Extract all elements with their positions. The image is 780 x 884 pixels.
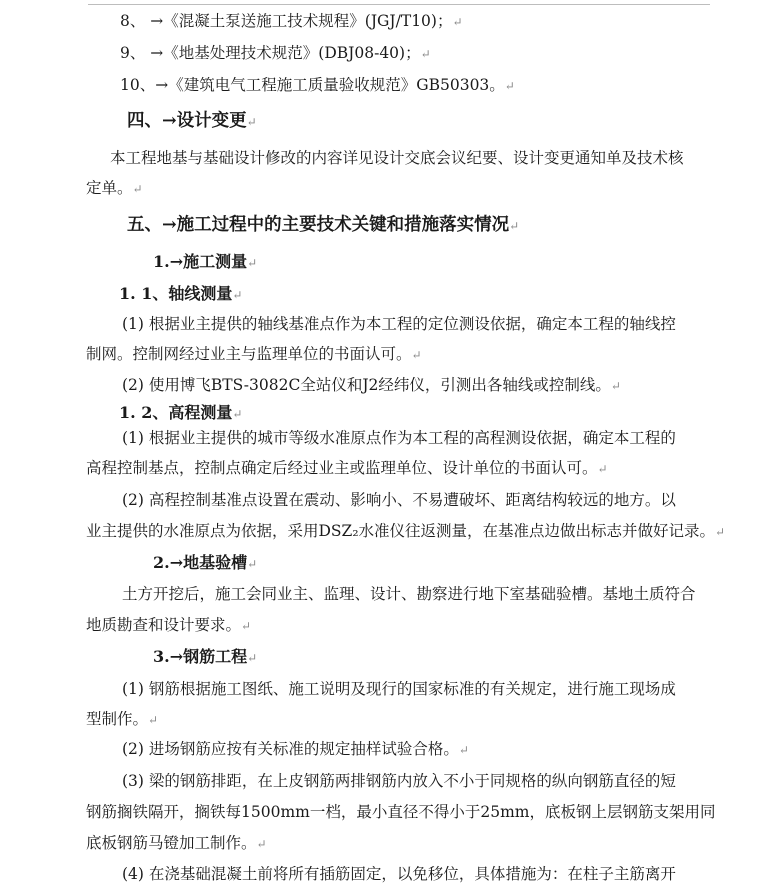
paragraph-line: 定单。↵ (86, 179, 143, 197)
paragraph-line: 钢筋搁铁隔开，搁铁每1500mm一档，最小直径不得小于25mm，底板钢上层钢筋支架用同 (86, 803, 716, 821)
paragraph-line: (4) 在浇基础混凝土前将所有插筋固定，以免移位，具体措施为：在柱子主筋离开 (122, 865, 676, 883)
paragraph-line: (1) 根据业主提供的轴线基准点作为本工程的定位测设依据，确定本工程的轴线控 (122, 315, 676, 333)
paragraph-line: 地质勘查和设计要求。↵ (86, 616, 252, 634)
paragraph-line: 高程控制基点，控制点确定后经过业主或监理单位、设计单位的书面认可。↵ (86, 459, 608, 477)
paragraph-line: 型制作。↵ (86, 710, 159, 728)
section-heading: 五、→施工过程中的主要技术关键和措施落实情况↵ (127, 215, 520, 235)
paragraph-line: 业主提供的水准原点为依据，采用DSZ₂水准仪往返测量，在基准点边做出标志并做好记录。↵ (86, 522, 726, 540)
list-item: 8、 →《混凝土泵送施工技术规程》(JGJ/T10)；↵ (120, 12, 463, 30)
page-top-border (88, 4, 710, 5)
subsection-heading: 2.→地基验槽↵ (153, 553, 258, 572)
subsection-heading: 1. 1、轴线测量↵ (119, 284, 243, 303)
section-heading: 四、→设计变更↵ (127, 111, 257, 131)
subsection-heading: 1.→施工测量↵ (153, 252, 258, 271)
list-item: 10、→《建筑电气工程施工质量验收规范》GB50303。↵ (120, 76, 515, 94)
list-item: 9、 →《地基处理技术规范》(DBJ08-40)；↵ (120, 44, 431, 62)
paragraph-line: 底板钢筋马镫加工制作。↵ (86, 834, 267, 852)
paragraph-line: (2) 使用博飞BTS-3082C全站仪和J2经纬仪，引测出各轴线或控制线。↵ (122, 376, 621, 394)
paragraph-line: (1) 根据业主提供的城市等级水准原点作为本工程的高程测设依据，确定本工程的 (122, 429, 676, 447)
subsection-heading: 1. 2、高程测量↵ (119, 403, 243, 422)
paragraph-line: (1) 钢筋根据施工图纸、施工说明及现行的国家标准的有关规定，进行施工现场成 (122, 680, 676, 698)
paragraph-line: (3) 梁的钢筋排距，在上皮钢筋两排钢筋内放入不小于同规格的纵向钢筋直径的短 (122, 772, 676, 790)
paragraph-line: 制网。控制网经过业主与监理单位的书面认可。↵ (86, 345, 422, 363)
paragraph-line: 本工程地基与基础设计修改的内容详见设计交底会议纪要、设计变更通知单及技术核 (110, 149, 684, 167)
subsection-heading: 3.→钢筋工程↵ (153, 647, 258, 666)
paragraph-line: (2) 高程控制基准点设置在震动、影响小、不易遭破坏、距离结构较远的地方。以 (122, 491, 676, 509)
paragraph-line: 土方开挖后，施工会同业主、监理、设计、勘察进行地下室基础验槽。基地土质符合 (122, 585, 696, 603)
paragraph-line: (2) 进场钢筋应按有关标准的规定抽样试验合格。↵ (122, 740, 469, 758)
